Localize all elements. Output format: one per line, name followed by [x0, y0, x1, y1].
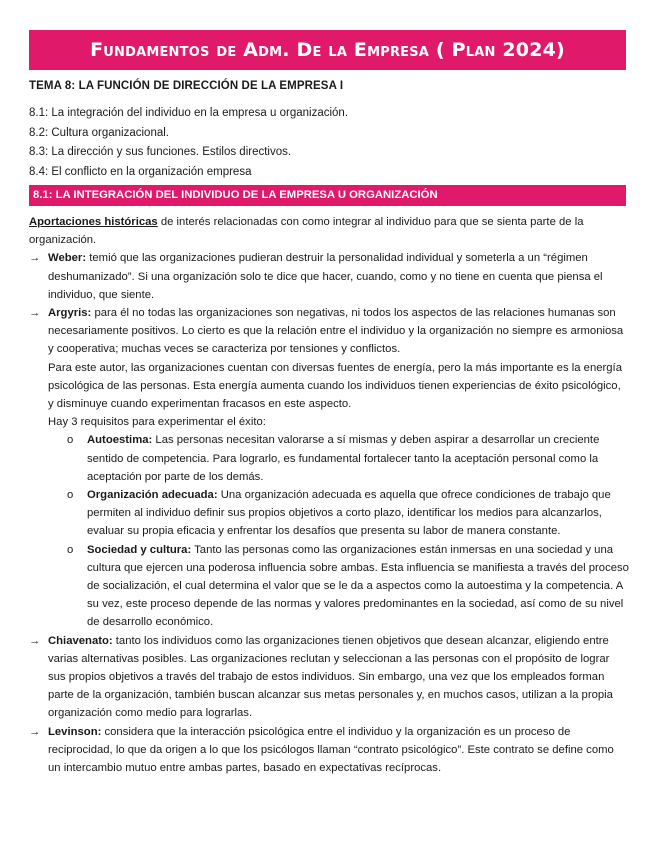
requisito-name: Autoestima: [87, 434, 153, 447]
bullet-circle-icon: o [67, 489, 74, 502]
argyris-paragraph-2: Para este autor, las organizaciones cuentan con diversas fuentes de energía, pero la más importante es la energía psicológica de las personas. Esta energía aumenta cuando los individuos tienen experiencias de éxito psicológico, y disminuye cuando experimentan fracasos en este aspecto. [48, 361, 622, 411]
arrow-right-icon: → [29, 634, 41, 647]
table-of-contents [29, 104, 348, 182]
requisito-text: Las personas necesitan valorarse a sí mismas y deben aspirar a desarrollar un creciente sentido de competencia. Para lograrlo, es fundamental fortalecer tanto la aceptación personal como la aceptación por parte de los demás. [87, 434, 600, 483]
requisito-name: Sociedad y cultura: [87, 543, 192, 556]
author-text: considera que la interacción psicológica entre el individuo y la organización es un proceso de reciprocidad, lo que da origen a lo que los psicólogos llaman “contrato psicológico”. Este contrato se define como un intercambio mutuo entre ambas partes, basado en expectativas recíprocas. [48, 725, 614, 775]
author-name: Weber: [48, 252, 87, 265]
toc-item: 8.4: El conflicto en la organización empresa [29, 165, 252, 178]
requisito-item [29, 541, 629, 632]
requisito-item [29, 431, 629, 486]
toc-item: 8.1: La integración del individuo en la empresa u organización. [29, 107, 349, 119]
section-heading-banner [29, 185, 626, 206]
requisito-name: Organización adecuada: [87, 489, 218, 502]
argyris-paragraph-3: Hay 3 requisitos para experimentar el éxito: [48, 416, 266, 429]
bullet-circle-icon: o [67, 434, 74, 447]
intro-paragraph [29, 213, 629, 249]
requisito-text: Una organización adecuada es aquella que ofrece condiciones de trabajo que permiten al individuo definir sus propios objetivos a corto plazo, identificar los medios para alcanzarlos, evaluar su propia eficacia y enfrentar los desafíos que presenta su labor de manera constante. [87, 489, 611, 538]
author-weber [29, 249, 629, 304]
author-text: temió que las organizaciones pudieran destruir la personalidad individual y someterla a un “régimen deshumanizado”. Si una organización solo te dice que hacer, cuando, como y no tiene en cuenta que piensa el individuo, que siente. [48, 252, 603, 301]
section-body [29, 213, 629, 777]
requisito-text: Tanto las personas como las organizaciones están inmersas en una sociedad y una cultura que ejercen una poderosa influencia sobre ambas. Esta influencia se manifiesta a través del proceso de socialización, el cual determina el valor que se le da a aspectos como la autoestima y la competencia. A su vez, este proceso depende de las normas y valores predominantes en la sociedad, así como de su nivel de desarrollo económico. [87, 543, 629, 629]
author-name: Levinson: [48, 725, 102, 738]
author-name: Argyris: [48, 307, 92, 320]
intro-lead: Aportaciones históricas [29, 216, 158, 228]
author-text: tanto los individuos como las organizaciones tienen objetivos que desean alcanzar, eligiendo entre varias alternativas posibles. Las organizaciones reclutan y seleccionan a las personas con el propósito de lograr sus propios objetivos a través del trabajo de estos individuos. Sin embargo, una vez que los empleados forman parte de la organización, también buscan alcanzar sus metas personales y, en muchos casos, utilizan a la propia organización como medio para lograrlas. [48, 634, 613, 720]
arrow-right-icon: → [29, 307, 41, 320]
bullet-circle-icon: o [67, 543, 74, 556]
arrow-right-icon: → [29, 252, 41, 265]
requisito-item [29, 486, 629, 541]
author-text: para él no todas las organizaciones son negativas, ni todos los aspectos de las relaciones humanas son necesariamente positivos. Lo cierto es que la relación entre el individuo y la organización no siempre es armoniosa y cooperativa; muchas veces se caracteriza por tensiones y conflictos. [48, 307, 624, 356]
section-title: 8.1: LA INTEGRACIÓN DEL INDIVIDUO DE LA EMPRESA U ORGANIZACIÓN [33, 189, 438, 201]
document-title-banner [29, 30, 626, 70]
author-name: Chiavenato: [48, 634, 113, 647]
intro-text: de interés relacionadas con como integrar al individuo para que se sienta parte de la organización. [29, 216, 584, 247]
author-argyris [29, 304, 629, 359]
toc-item: 8.3: La dirección y sus funciones. Estilos directivos. [29, 146, 292, 158]
arrow-right-icon: → [29, 725, 41, 738]
author-levinson [29, 723, 629, 778]
tema-heading: TEMA 8: LA FUNCIÓN DE DIRECCIÓN DE LA EMPRESA I [29, 80, 344, 92]
toc-item: 8.2: Cultura organizacional. [29, 126, 169, 139]
document-title: Fundamentos de Adm. De la Empresa ( Plan 2024) [90, 39, 565, 61]
author-chiavenato [29, 632, 629, 723]
